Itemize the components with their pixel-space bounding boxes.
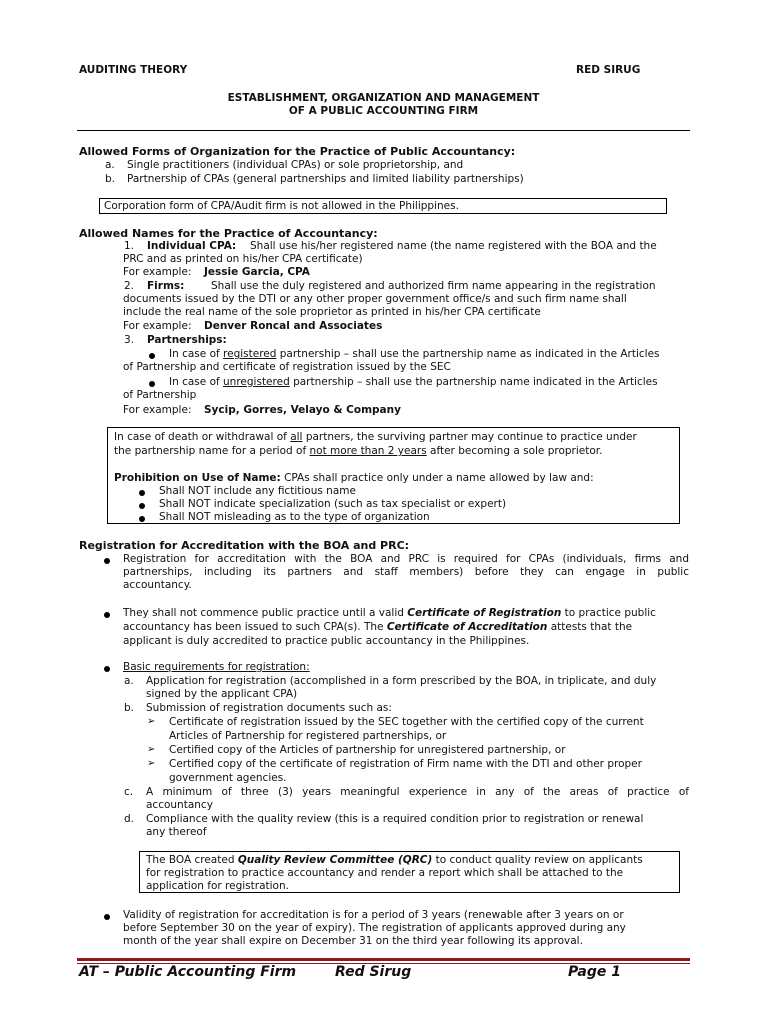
forms-heading: Allowed Forms of Organization for the Practice of Public Accountancy: <box>79 145 516 158</box>
req-d-line2: any thereof <box>146 826 207 838</box>
req-d-line1: Compliance with the quality review (this is a required condition prior to registration or renewal <box>146 813 644 825</box>
reg-bullet1-line3: accountancy. <box>123 579 192 591</box>
names-heading: Allowed Names for the Practice of Accountancy: <box>79 227 378 240</box>
individual-cpa-text-1: Shall use his/her registered name (the name registered with the BOA and the <box>250 240 657 252</box>
doc-dti-line1: Certified copy of the certificate of registration of Firm name with the DTI and other proper <box>169 758 642 770</box>
footer-rule-thick <box>77 958 690 961</box>
prohibition-item-3: Shall NOT misleading as to the type of organization <box>159 511 430 523</box>
bullet <box>104 612 110 618</box>
surviving-partner-line1: In case of death or withdrawal of all partners, the surviving partner may continue to practice under <box>114 431 637 443</box>
forms-item-b: Partnership of CPAs (general partnerships and limited liability partnerships) <box>127 173 524 185</box>
unregistered-partnership-line1: In case of unregistered partnership – shall use the partnership name indicated in the Articles <box>169 376 658 388</box>
individual-cpa-title: Individual CPA: <box>147 240 237 252</box>
req-d-marker: d. <box>124 813 135 825</box>
forms-a-marker: a. <box>105 159 115 171</box>
names-num-1: 1. <box>124 240 135 252</box>
firms-text-2: documents issued by the DTI or any other proper government office/s and such firm name shall <box>123 293 627 305</box>
req-c-line1: A minimum of three (3) years meaningful experience in any of the areas of practice of <box>146 786 689 798</box>
header-author: RED SIRUG <box>576 64 641 76</box>
reg-bullet1-line1: Registration for accreditation with the BOA and PRC is required for CPAs (individuals, firms and <box>123 553 689 565</box>
firms-title: Firms: <box>147 280 185 292</box>
example-label-2: For example: <box>123 320 192 332</box>
firms-text-1: Shall use the duly registered and authorized firm name appearing in the registration <box>211 280 656 292</box>
bullet <box>149 353 155 359</box>
header-subject: AUDITING THEORY <box>79 64 188 76</box>
req-a-marker: a. <box>124 675 134 687</box>
footer-author: Red Sirug <box>335 964 412 980</box>
footer-title: AT – Public Accounting Firm <box>79 964 297 980</box>
reg-bullet1-line2: partnerships, including its partners and staff members) before they can engage in public <box>123 566 689 578</box>
example-3: Sycip, Gorres, Velayo & Company <box>204 404 401 416</box>
arrow-icon: ➢ <box>147 744 156 755</box>
prohibition-item-2: Shall NOT indicate specialization (such as tax specialist or expert) <box>159 498 507 510</box>
reg-bullet2-line3: applicant is duly accredited to practice public accountancy in the Philippines. <box>123 635 530 647</box>
doc-articles: Certified copy of the Articles of partnership for unregistered partnership, or <box>169 744 566 756</box>
doc-sec-line2: Articles of Partnership for registered partnerships, or <box>169 730 447 742</box>
doc-title-line1: ESTABLISHMENT, ORGANIZATION AND MANAGEMENT <box>227 92 540 104</box>
reg-bullet2-line2: accountancy has been issued to such CPA(s). The Certificate of Accreditation attests that the <box>123 621 633 633</box>
req-c-marker: c. <box>124 786 134 798</box>
doc-dti-line2: government agencies. <box>169 772 287 784</box>
prohibition-heading: Prohibition on Use of Name: CPAs shall practice only under a name allowed by law and: <box>114 472 594 484</box>
prohibition-item-1: Shall NOT include any fictitious name <box>159 485 356 497</box>
bullet <box>139 490 145 496</box>
bullet <box>139 503 145 509</box>
individual-cpa-text-2: PRC and as printed on his/her CPA certificate) <box>123 253 363 265</box>
qrc-line1: The BOA created Quality Review Committee (QRC) to conduct quality review on applicants <box>146 854 643 866</box>
bullet <box>104 914 110 920</box>
req-a-line1: Application for registration (accomplished in a form prescribed by the BOA, in triplicate, and duly <box>146 675 657 687</box>
req-b-marker: b. <box>124 702 135 714</box>
bullet <box>104 558 110 564</box>
registration-heading: Registration for Accreditation with the BOA and PRC: <box>79 539 410 552</box>
req-b-line1: Submission of registration documents such as: <box>146 702 392 714</box>
req-c-line2: accountancy <box>146 799 213 811</box>
example-2: Denver Roncal and Associates <box>204 320 383 332</box>
partnerships-title: Partnerships: <box>147 334 227 346</box>
title-rule <box>77 130 690 131</box>
forms-b-marker: b. <box>105 173 116 185</box>
forms-item-a: Single practitioners (individual CPAs) or sole proprietorship, and <box>127 159 464 171</box>
bullet <box>139 516 145 522</box>
arrow-icon: ➢ <box>147 716 156 727</box>
arrow-icon: ➢ <box>147 758 156 769</box>
basic-requirements-heading: Basic requirements for registration: <box>123 661 310 673</box>
req-a-line2: signed by the applicant CPA) <box>146 688 298 700</box>
validity-line2: before September 30 on the year of expiry). The registration of applicants approved during any <box>123 922 626 934</box>
doc-title-line2: OF A PUBLIC ACCOUNTING FIRM <box>288 105 479 117</box>
example-label-3: For example: <box>123 404 192 416</box>
bullet <box>149 381 155 387</box>
corporation-note: Corporation form of CPA/Audit firm is not allowed in the Philippines. <box>104 200 459 212</box>
reg-bullet2-line1: They shall not commence public practice until a valid Certificate of Registration to practice public <box>123 607 656 619</box>
bullet <box>104 666 110 672</box>
firms-text-3: include the real name of the sole proprietor as printed in his/her CPA certificate <box>123 306 541 318</box>
example-1: Jessie Garcia, CPA <box>204 266 310 278</box>
names-num-2: 2. <box>124 280 135 292</box>
qrc-line2: for registration to practice accountancy and render a report which shall be attached to the <box>146 867 624 879</box>
unregistered-partnership-line2: of Partnership <box>123 389 197 401</box>
registered-partnership-line1: In case of registered partnership – shall use the partnership name as indicated in the Articles <box>169 348 660 360</box>
names-num-3: 3. <box>124 334 135 346</box>
qrc-line3: application for registration. <box>146 880 289 892</box>
surviving-partner-line2: the partnership name for a period of not more than 2 years after becoming a sole proprietor. <box>114 445 603 457</box>
validity-line1: Validity of registration for accreditation is for a period of 3 years (renewable after 3 years on or <box>123 909 624 921</box>
example-label-1: For example: <box>123 266 192 278</box>
validity-line3: month of the year shall expire on December 31 on the third year following its approval. <box>123 935 583 947</box>
registered-partnership-line2: of Partnership and certificate of registration issued by the SEC <box>123 361 451 373</box>
doc-sec-line1: Certificate of registration issued by the SEC together with the certified copy of the current <box>169 716 644 728</box>
footer-page-number: Page 1 <box>568 964 621 980</box>
